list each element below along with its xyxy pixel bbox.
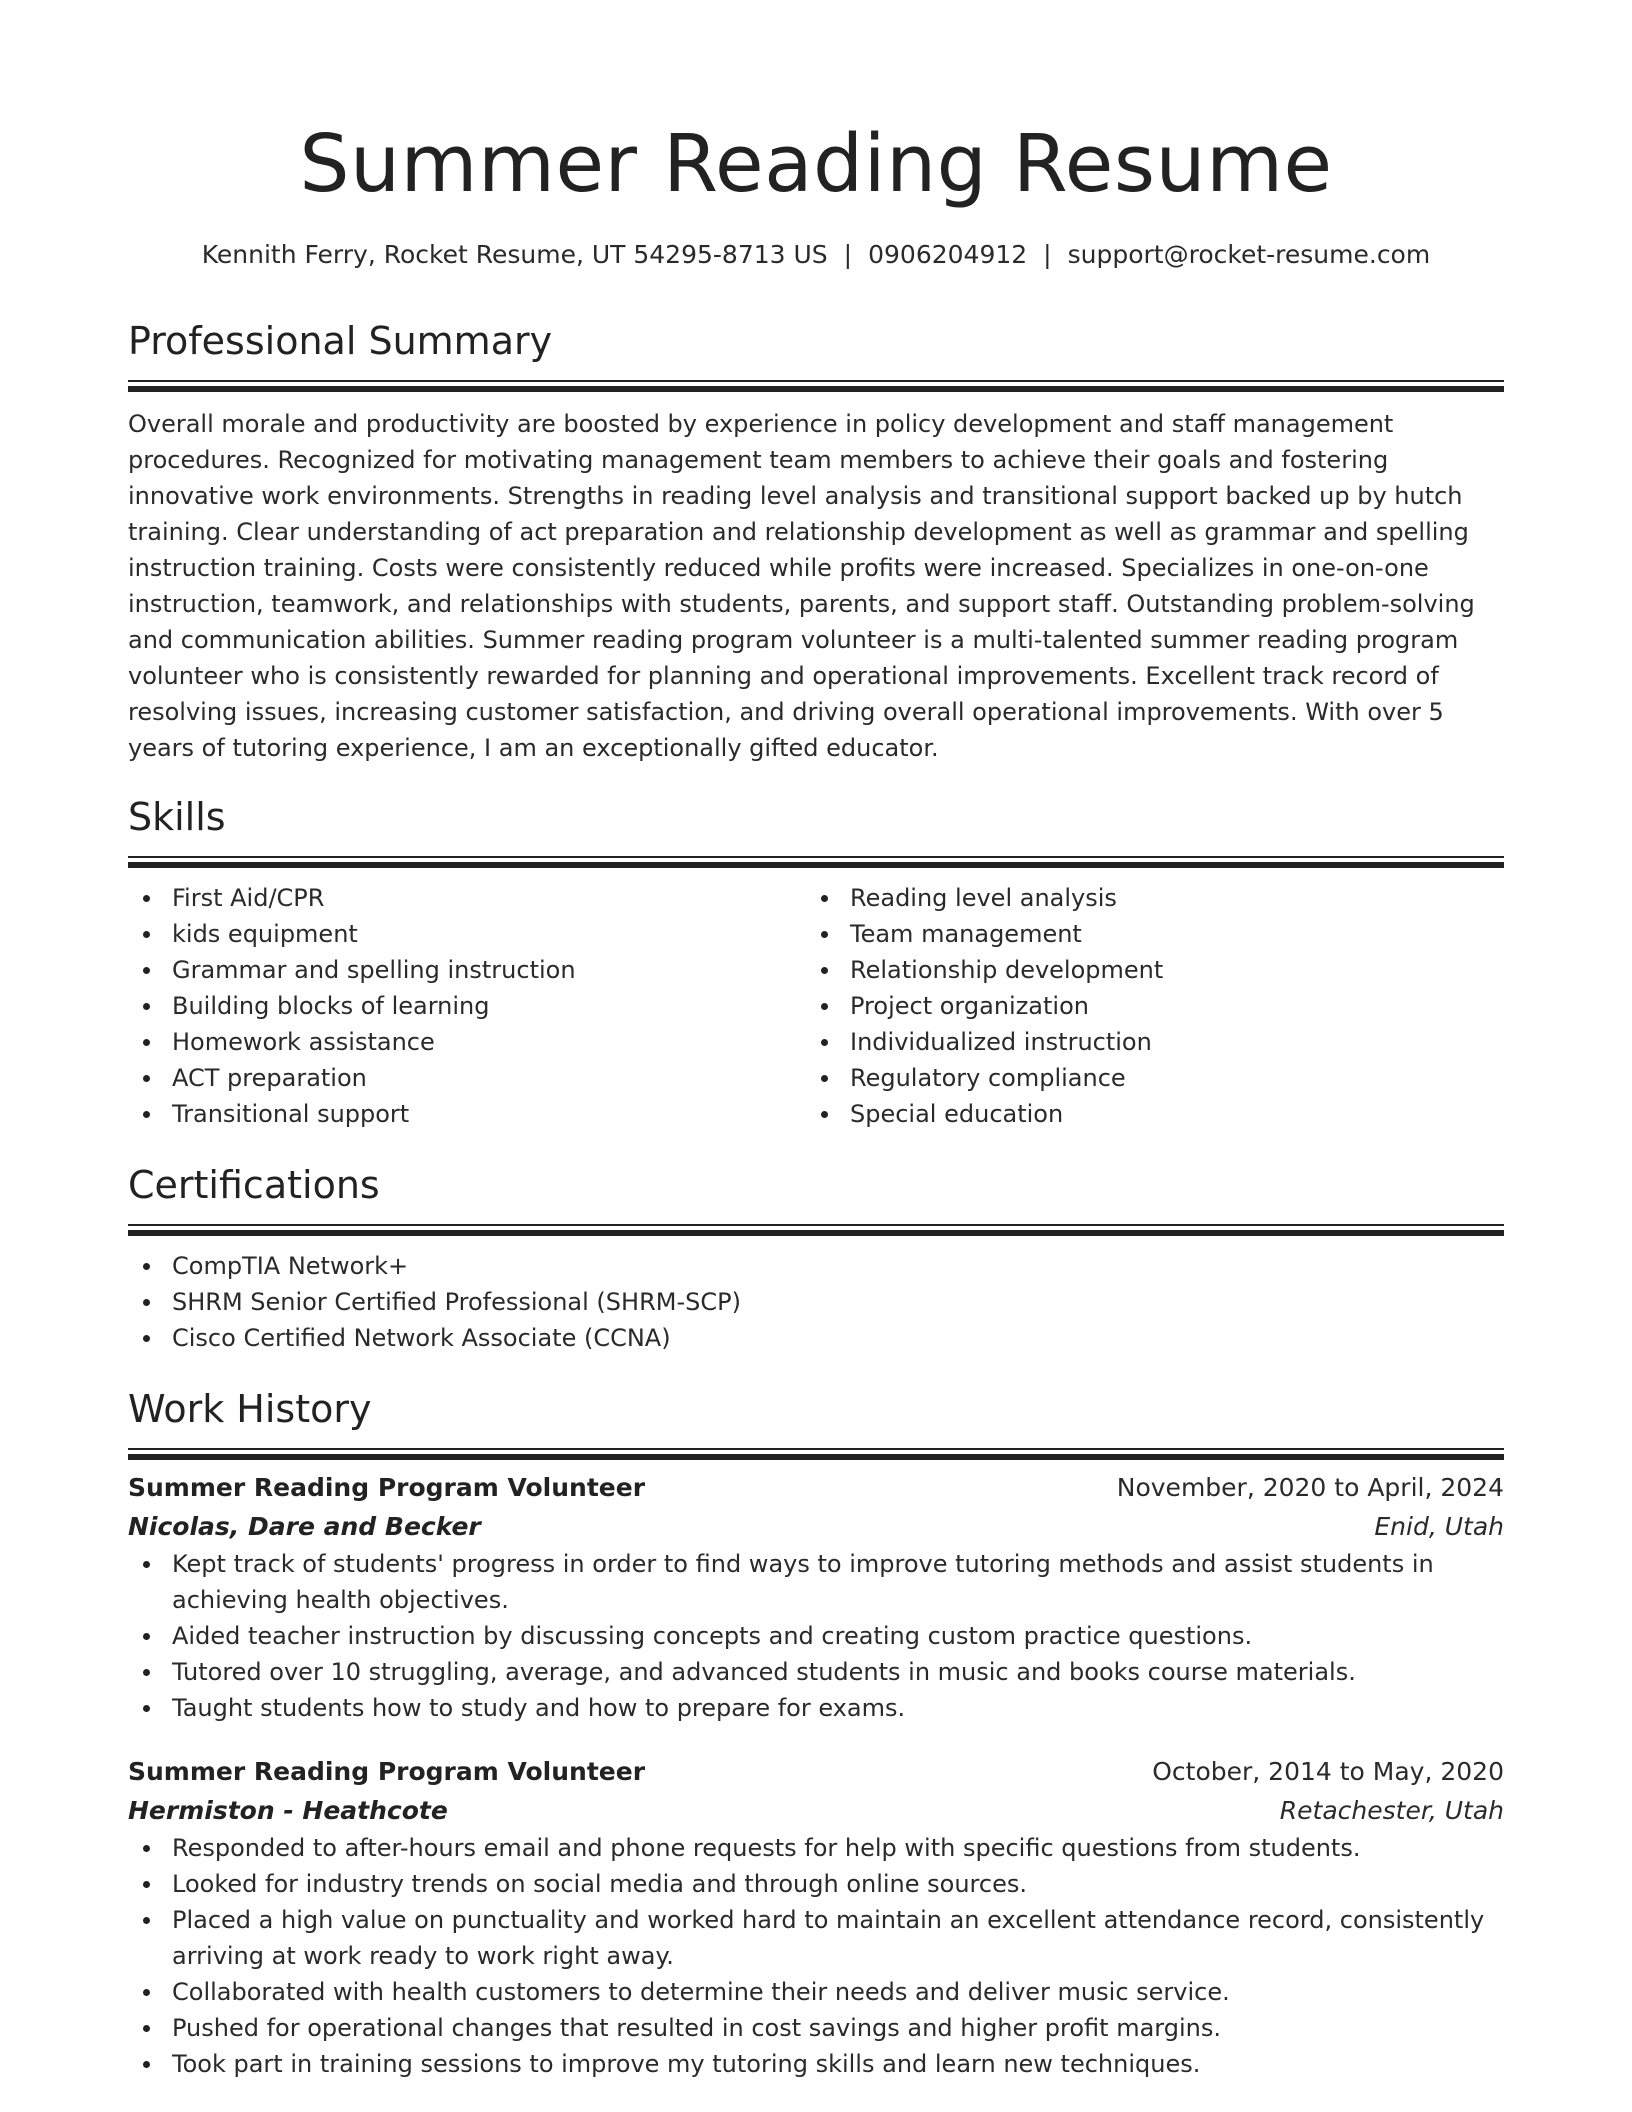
section-heading: Skills (128, 795, 226, 839)
job-bullet: Pushed for operational changes that resulted in cost savings and higher profit margins. (128, 2010, 1504, 2046)
job-company: Nicolas, Dare and Becker (128, 1512, 481, 1541)
summary-text: Overall morale and productivity are boosted by experience in policy development and staff management procedures. Recognized for motivating management team members to achieve their goals and fostering innovative work environments. Strengths in reading level analysis and transitional support backed up by hutch training. Clear understanding of act preparation and relationship development as well as grammar and spelling instruction training. Costs were consistently reduced while profits were increased. Specializes in one-on-one instruction, teamwork, and relationships with students, parents, and support staff. Outstanding problem-solving and communication abilities. Summer reading program volunteer is a multi-talented summer reading program volunteer who is consistently rewarded for planning and operational improvements. Excellent track record of resolving issues, increasing customer satisfaction, and driving overall operational improvements. With over 5 years of tutoring experience, I am an exceptionally gifted educator. (128, 410, 1475, 762)
job-header (128, 1752, 1504, 1792)
certifications-list (128, 1248, 1504, 1356)
section-heading: Professional Summary (128, 319, 553, 363)
contact-separator: | (843, 240, 853, 269)
job-bullets (128, 1830, 1504, 2082)
job-bullet: Kept track of students' progress in order to find ways to improve tutoring methods and assist students in achieving health objectives. (128, 1546, 1504, 1618)
skill-item: Reading level analysis (806, 880, 1484, 916)
certification-item: Cisco Certified Network Associate (CCNA) (128, 1320, 1504, 1356)
job-entry (128, 1468, 1504, 1726)
job-bullet: Looked for industry trends on social media and through online sources. (128, 1866, 1504, 1902)
contact-email[interactable]: support@rocket-resume.com (1067, 240, 1431, 269)
contact-separator: | (1043, 240, 1052, 269)
contact-address: Kennith Ferry, Rocket Resume, UT 54295-8713 US (201, 240, 828, 269)
certification-item: CompTIA Network+ (128, 1248, 1504, 1284)
job-subheader (128, 1508, 1504, 1546)
skills-columns (128, 880, 1504, 1132)
job-location: Enid, Utah (1374, 1512, 1504, 1541)
job-bullet: Responded to after-hours email and phone requests for help with specific questions from students. (128, 1830, 1504, 1866)
job-entry (128, 1752, 1504, 2082)
job-bullet: Taught students how to study and how to prepare for exams. (128, 1690, 1504, 1726)
section-heading: Work History (128, 1387, 372, 1431)
job-dates: October, 2014 to May, 2020 (1152, 1757, 1504, 1786)
certification-item: SHRM Senior Certified Professional (SHRM-SCP) (128, 1284, 1504, 1320)
skill-item: kids equipment (128, 916, 806, 952)
skill-item: Homework assistance (128, 1024, 806, 1060)
job-location: Retachester, Utah (1279, 1796, 1504, 1825)
certifications-section (128, 1162, 1504, 1356)
job-bullet: Collaborated with health customers to determine their needs and deliver music service. (128, 1974, 1504, 2010)
resume-title: Summer Reading Resume (299, 118, 1333, 210)
skill-item: Project organization (806, 988, 1484, 1024)
skill-item: Team management (806, 916, 1484, 952)
skill-item: Grammar and spelling instruction (128, 952, 806, 988)
skills-column-right (806, 880, 1484, 1132)
skills-column-left (128, 880, 806, 1132)
skill-item: Relationship development (806, 952, 1484, 988)
job-company: Hermiston - Heathcote (128, 1796, 448, 1825)
skill-item: Individualized instruction (806, 1024, 1484, 1060)
skill-item: Special education (806, 1096, 1484, 1132)
job-bullet: Tutored over 10 struggling, average, and advanced students in music and books course materials. (128, 1654, 1504, 1690)
skill-item: ACT preparation (128, 1060, 806, 1096)
section-heading: Certifications (128, 1163, 380, 1207)
skill-item: Transitional support (128, 1096, 806, 1132)
job-bullet: Aided teacher instruction by discussing concepts and creating custom practice questions. (128, 1618, 1504, 1654)
section-divider (128, 1224, 1504, 1234)
skill-item: Regulatory compliance (806, 1060, 1484, 1096)
section-divider (128, 380, 1504, 390)
work-history-section (128, 1386, 1504, 2082)
job-title: Summer Reading Program Volunteer (128, 1757, 646, 1786)
job-bullet: Placed a high value on punctuality and worked hard to maintain an excellent attendance record, consistently arriving at work ready to work right away. (128, 1902, 1504, 1974)
contact-phone: 0906204912 (868, 240, 1028, 269)
job-subheader (128, 1792, 1504, 1830)
contact-line (128, 240, 1504, 269)
skills-section (128, 794, 1504, 1132)
skill-item: First Aid/CPR (128, 880, 806, 916)
job-header (128, 1468, 1504, 1508)
skill-item: Building blocks of learning (128, 988, 806, 1024)
section-divider (128, 856, 1504, 866)
job-title: Summer Reading Program Volunteer (128, 1473, 646, 1502)
job-bullet: Took part in training sessions to improve my tutoring skills and learn new techniques. (128, 2046, 1504, 2082)
section-divider (128, 1448, 1504, 1458)
job-dates: November, 2020 to April, 2024 (1116, 1473, 1504, 1502)
job-bullets (128, 1546, 1504, 1726)
summary-section (128, 318, 1504, 766)
